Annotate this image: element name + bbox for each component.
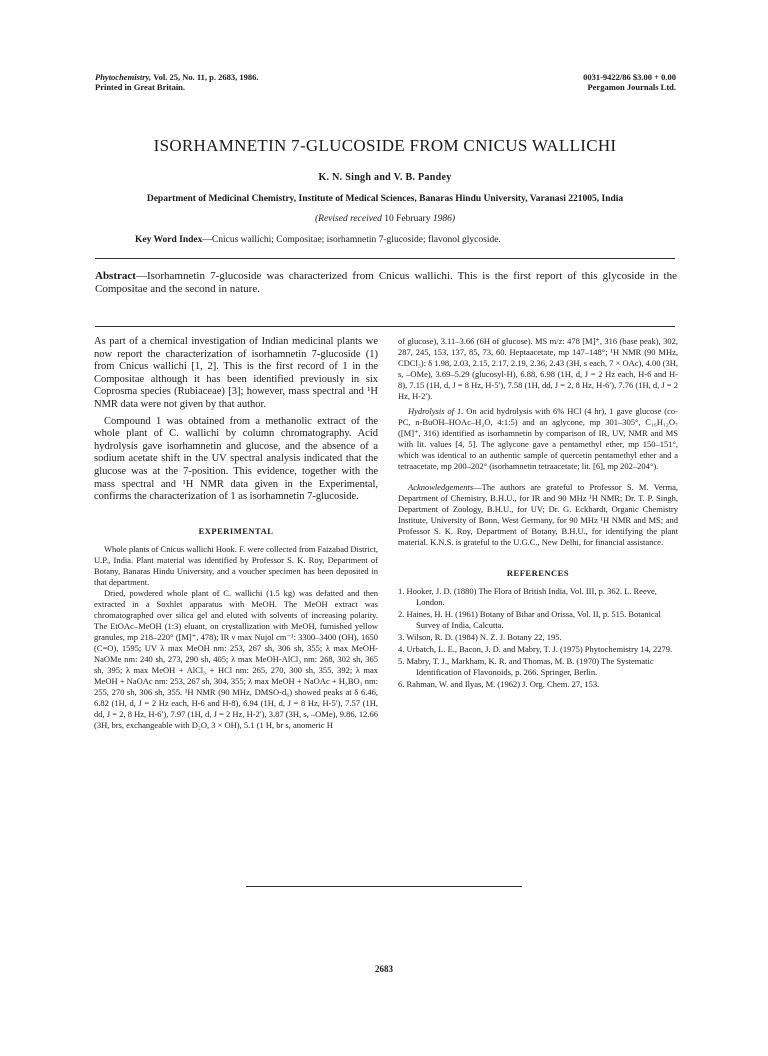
top-rule: [95, 258, 675, 259]
journal-header-right: [583, 72, 676, 92]
keyword-text: —Cnicus wallichi; Compositae; isorhamnetin 7-glucoside; flavonol glycoside.: [202, 235, 501, 245]
references-heading: REFERENCES: [506, 568, 570, 578]
revised-day: 10 February: [384, 214, 431, 224]
hydrolysis-paragraph: [398, 406, 678, 472]
abstract-text: —Isorhamnetin 7-glucoside was characterized from Cnicus wallichi. This is the first report of this glycoside in the Compositae and the second in nature.: [95, 270, 677, 295]
keyword-index: [135, 235, 695, 245]
volume-line: Vol. 25, No. 11, p. 2683, 1986.: [153, 72, 259, 82]
experimental-heading: EXPERIMENTAL: [198, 525, 274, 536]
footer-rule: [246, 886, 522, 887]
journal-name: Phytochemistry,: [95, 72, 152, 82]
experimental-paragraph: Dried, powdered whole plant of C. wallichi (1.5 kg) was defatted and then extracted in a Soxhlet apparatus with MeOH. The MeOH extract was chromatographed over silica gel and eluted with solvents of increasing polarity. The EtOAc–MeOH (1:3) eluant, on crystallization with MeOH, furnished yellow granules, mp 218–220° ([M]⁺, 478); IR ν max Nujol cm⁻¹: 3300–3400 (OH), 1650 (C=O), 1595; UV λ max MeOH nm: 253, 267 sh, 306 sh, 355; λ max MeOH-NaOMe nm: 240 sh, 273, 290 sh, 405; λ max MeOH-AlCl₃ nm: 268, 302 sh, 365 sh, 395; λ max MeOH + AlCl₃ + HCl nm: 265, 270, 300 sh, 355, 392; λ max MeOH + NaOAc nm: 253, 267 sh, 304, 355; λ max MeOH + NaOAc + H₃BO₃ nm: 255, 270 sh, 306 sh, 355. ¹H NMR (90 MHz, DMSO-d₆) showed peaks at δ 6.46, 6.82 (1H, d, J = 2 Hz each, H-6 and H-8), 6.94 (1H, d, J = 8 Hz, H-5′), 7.57 (1H, dd, J = 2, 8 Hz, H-6′), 7.97 (1H, d, J = 2 Hz, H-2′), 3.87 (3H, s, –OMe), 9.86, 12.66 (3H, brs, exchangeable with D₂O, 3 × OH), 5.1 (1 H, br s, anomeric H: [94, 587, 378, 730]
reference-item: 4. Urbatch, L. E., Bacon, J. D. and Mabry, T. J. (1975) Phytochemistry 14, 2279.: [398, 644, 673, 654]
publisher-line: Pergamon Journals Ltd.: [587, 82, 676, 92]
price-line: 0031-9422/86 $3.00 + 0.00: [583, 72, 676, 82]
journal-header-left: [95, 72, 258, 92]
intro-paragraph: Compound 1 was obtained from a methanolic extract of the whole plant of C. wallichi by column chromatography. Acid hydrolysis gave isorhamnetin and glucose, and the absence of a sodium acetate shift in the UV spectral analysis indicated that the glucose was at the 7-position. This evidence, together with the mass spectral and ¹H NMR data given in the Experimental, confirms the characterization of 1 as isorhamnetin 7-glucoside.: [94, 415, 378, 503]
hydrolysis-text: On acid hydrolysis with 6% HCl (4 hr), 1 gave glucose (co-PC, n-BuOH–HOAc–H₂O, 4:1:5) and an aglycone, mp 301–305°, C₁₆H₁₂O₇ ([M]⁺, 316) identified as isorhamnetin by comparison of IR, UV, NMR and MS with lit. values [4, 5]. The aglycone gave a pentamethyl ether, mp 150–151°, which was identical to an authentic sample of quercetin pentamethyl ether and a tetraacetate, mp 200–202° (isorhamnetin tetraacetate; lit. [6], mp 202–204°).: [398, 406, 678, 471]
intro-paragraph: As part of a chemical investigation of Indian medicinal plants we now report the characterization of isorhamnetin 7-glucoside (1) from Cnicus wallichi [1, 2]. This is the first record of 1 in the Compositae although it has been identified previously in six Coprosma species (Rubiaceae) [3]; however, mass spectral and ¹H NMR data were not given by that author.: [94, 336, 378, 410]
abstract: [95, 270, 677, 296]
experimental-continued: of glucose), 3.11–3.66 (6H of glucose). MS m/z: 478 [M]⁺, 316 (base peak), 302, 287, 245, 153, 137, 85, 73, 60. Heptaacetate, mp 147–148°; ¹H NMR (90 MHz, CDCl₃): δ 1.98, 2.03, 2.15, 2.17, 2.19, 2.36, 2.43 (3H, s each, 7 × OAc), 4.00 (3H, s, –OMe), 3.69–5.29 (glucosyl-H), 6.88, 6.98 (1H, d, J = 2 Hz each, H-6 and H-8), 7.15 (1H, d, J = 8 Hz, H-5′), 7.58 (1H, dd, J = 2, 8 Hz, H-6′), 7.76 (1H, d, J = 2 Hz, H-2′).: [398, 336, 678, 401]
reference-item: 3. Wilson, R. D. (1984) N. Z. J. Botany 22, 195.: [398, 632, 562, 642]
revised-date: [90, 214, 680, 224]
revised-year: 1986): [432, 214, 455, 224]
reference-item: 5. Mabry, T. J., Markham, K. R. and Thomas, M. B. (1970) The Systematic Identification of Flavonoids, p. 266. Springer, Berlin.: [398, 656, 654, 677]
reference-item: 1. Hooker, J. D. (1880) The Flora of British India, Vol. III, p. 362. L. Reeve, London.: [398, 586, 657, 607]
page-number: 2683: [375, 964, 393, 974]
abstract-rule: [95, 326, 675, 327]
acknowledgements: [398, 482, 678, 548]
ack-lead: Acknowledgements: [408, 482, 474, 492]
right-column: [398, 336, 678, 691]
reference-item: 6. Rahman, W. and Ilyas, M. (1962) J. Org. Chem. 27, 153.: [398, 679, 600, 689]
keyword-label: Key Word Index: [135, 235, 203, 245]
revised-label: (Revised received: [315, 214, 382, 224]
article-authors: K. N. Singh and V. B. Pandey: [318, 172, 452, 183]
experimental-paragraph: Whole plants of Cnicus wallichi Hook. F. were collected from Faizabad District, U.P., India. Plant material was identified by Professor S. K. Roy, Department of Botany, Banaras Hindu University, and a voucher specimen has been deposited in that department.: [94, 543, 378, 587]
ack-text: —The authors are grateful to Professor S. M. Verma, Department of Chemistry, B.H.U., for IR and 90 MHz ¹H NMR; Dr. T. P. Singh, Department of Zoology, B.H.U., for UV; Dr. G. Eckhardt, Organic Chemistry Institute, University of Bonn, West Germany, for 90 MHz ¹H NMR and MS; and Professor S. K. Roy, Department of Botany, B.H.U., for identifying the plant material. K.N.S. is grateful to the U.G.C., New Delhi, for financial assistance.: [398, 482, 678, 547]
article-title: ISORHAMNETIN 7-GLUCOSIDE FROM CNICUS WALLICHI: [153, 136, 617, 155]
reference-item: 2. Haines, H. H. (1961) Botany of Bihar and Orissa, Vol. II, p. 515. Botanical Survey of India, Calcutta.: [398, 609, 661, 630]
printed-line: Printed in Great Britain.: [95, 82, 186, 92]
left-column: [94, 336, 378, 731]
hydrolysis-lead: Hydrolysis of 1.: [408, 406, 464, 416]
author-affiliation: Department of Medicinal Chemistry, Institute of Medical Sciences, Banaras Hindu University, Varanasi 221005, India: [146, 194, 624, 204]
abstract-label: Abstract: [95, 270, 136, 282]
